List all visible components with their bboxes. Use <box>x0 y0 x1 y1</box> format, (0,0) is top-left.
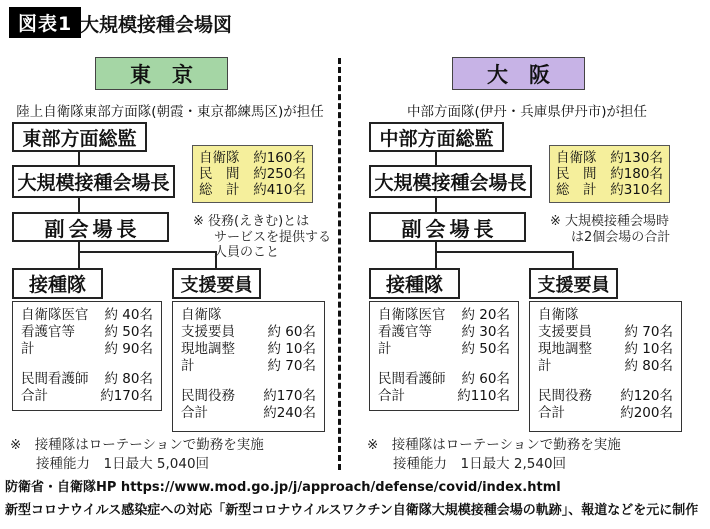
detail-row <box>538 358 673 375</box>
connector-line <box>78 152 80 165</box>
osaka-vaccination-team-box: 接種隊 <box>369 268 460 299</box>
tokyo-bottom-note <box>10 436 330 474</box>
osaka-deputy-head-box: 副会場長 <box>369 212 526 242</box>
detail-value: 約 50名 <box>104 324 153 340</box>
detail-row <box>538 307 673 324</box>
detail-row <box>21 324 153 341</box>
detail-label: 支援要員 <box>181 324 235 340</box>
osaka-region-header <box>452 57 585 90</box>
detail-row <box>181 324 316 341</box>
note-line: ※ 役務(えきむ)とは <box>193 214 310 229</box>
detail-label: 民 間 <box>199 166 240 182</box>
detail-row <box>538 324 673 341</box>
detail-row-group <box>378 371 510 405</box>
osaka-side-note <box>550 214 700 245</box>
detail-value: 約 80名 <box>624 358 673 374</box>
detail-value: 約250名 <box>253 166 306 182</box>
figure-label-badge: 図表1 <box>9 7 81 38</box>
detail-label: 合計 <box>21 388 48 404</box>
detail-label: 計 <box>538 358 552 374</box>
tokyo-venue-head-box: 大規模接種会場長 <box>12 165 175 198</box>
detail-label: 支援要員 <box>538 324 592 340</box>
detail-row <box>181 341 316 358</box>
detail-label: 計 <box>181 358 195 374</box>
detail-label: 自衛隊医官 <box>378 307 446 323</box>
detail-row-group <box>538 388 673 422</box>
detail-value: 約 50名 <box>461 341 510 357</box>
detail-value: 約160名 <box>253 150 306 166</box>
detail-row <box>181 388 316 405</box>
detail-row <box>199 150 306 166</box>
detail-value: 約 90名 <box>104 341 153 357</box>
osaka-team-detail-box <box>369 301 519 411</box>
detail-row <box>21 371 153 388</box>
detail-value: 約 10名 <box>624 341 673 357</box>
detail-value: 約200名 <box>620 405 673 421</box>
detail-value: 約 60名 <box>461 371 510 387</box>
detail-value: 約310名 <box>610 182 663 198</box>
connector-branch-line <box>435 251 574 253</box>
osaka-charge-note: 中部方面隊(伊丹・兵庫県伊丹市)が担任 <box>406 104 648 120</box>
detail-row <box>181 405 316 422</box>
note-line: ※ 接種隊はローテーションで勤務を実施 <box>367 437 621 453</box>
detail-value: 約 80名 <box>104 371 153 387</box>
connector-line <box>572 251 574 268</box>
osaka-region-label: 大 阪 <box>487 62 550 87</box>
footer-credit-line: 新型コロナウイルス感染症への対応「新型コロナウイルスワクチン自衛隊大規模接種会場の軌跡」、報道などを元に制作 <box>5 503 699 518</box>
detail-row <box>21 341 153 358</box>
detail-row <box>378 341 510 358</box>
tokyo-deputy-head-box: 副会場長 <box>12 212 169 242</box>
detail-row-group <box>21 371 153 405</box>
detail-value: 約110名 <box>457 388 510 404</box>
detail-row <box>538 405 673 422</box>
connector-line <box>78 198 80 212</box>
detail-label: 合計 <box>538 405 565 421</box>
figure-title: 大規模接種会場図 <box>80 14 233 36</box>
note-line: 接種能力 1日最大 2,540回 <box>393 456 567 472</box>
detail-value: 約180名 <box>610 166 663 182</box>
detail-value: 約 20名 <box>461 307 510 323</box>
osaka-column <box>357 55 697 480</box>
detail-row <box>21 388 153 405</box>
detail-label: 民間役務 <box>181 388 235 404</box>
osaka-venue-head-box: 大規模接種会場長 <box>369 165 532 198</box>
detail-row <box>556 150 663 166</box>
connector-line <box>435 251 437 268</box>
detail-value: 約170名 <box>100 388 153 404</box>
osaka-support-staff-box: 支援要員 <box>529 268 618 299</box>
footer <box>5 476 707 522</box>
detail-row <box>21 307 153 324</box>
tokyo-region-label: 東 京 <box>130 62 193 87</box>
detail-label: 自衛隊 <box>181 307 222 323</box>
tokyo-staff-summary-box <box>192 145 313 203</box>
tokyo-support-detail-box <box>172 301 325 432</box>
detail-row <box>199 166 306 182</box>
detail-row <box>556 166 663 182</box>
note-line: ※ 接種隊はローテーションで勤務を実施 <box>10 437 264 453</box>
detail-label: 民間役務 <box>538 388 592 404</box>
detail-row <box>181 358 316 375</box>
connector-line <box>435 152 437 165</box>
note-line: ※ 大規模接種会場時 <box>550 214 670 229</box>
detail-row <box>538 341 673 358</box>
detail-label: 総 計 <box>199 182 240 198</box>
detail-label: 総 計 <box>556 182 597 198</box>
tokyo-support-staff-box: 支援要員 <box>172 268 261 299</box>
detail-label: 民間看護師 <box>21 371 89 387</box>
detail-row <box>199 182 306 198</box>
note-line: 接種能力 1日最大 5,040回 <box>36 456 210 472</box>
detail-row <box>378 371 510 388</box>
detail-row-group <box>556 150 663 198</box>
tokyo-charge-note: 陸上自衛隊東部方面隊(朝霞・東京都練馬区)が担任 <box>16 104 324 120</box>
detail-label: 自衛隊 <box>199 150 240 166</box>
detail-row-group <box>378 307 510 358</box>
detail-value: 約 40名 <box>104 307 153 323</box>
detail-row <box>378 307 510 324</box>
detail-label: 合計 <box>181 405 208 421</box>
footer-source-line: 防衛省・自衛隊HP https://www.mod.go.jp/j/approach/defense/covid/index.html <box>5 480 561 495</box>
detail-label: 合計 <box>378 388 405 404</box>
osaka-support-detail-box <box>529 301 682 432</box>
detail-label: 看護官等 <box>378 324 432 340</box>
note-line: は2個会場の合計 <box>571 229 671 245</box>
tokyo-side-note <box>193 214 343 261</box>
detail-row-group <box>181 307 316 375</box>
detail-value: 約 10名 <box>267 341 316 357</box>
detail-row-group <box>21 307 153 358</box>
detail-label: 自衛隊 <box>556 150 597 166</box>
osaka-staff-summary-box <box>549 145 670 203</box>
osaka-commander-box: 中部方面総監 <box>369 122 504 152</box>
tokyo-team-detail-box <box>12 301 162 411</box>
detail-row <box>378 324 510 341</box>
detail-row <box>556 182 663 198</box>
detail-value: 約 70名 <box>267 358 316 374</box>
detail-value: 約 30名 <box>461 324 510 340</box>
detail-label: 民間看護師 <box>378 371 446 387</box>
detail-label: 計 <box>378 341 392 357</box>
detail-value: 約 60名 <box>267 324 316 340</box>
detail-value: 約170名 <box>263 388 316 404</box>
tokyo-commander-box: 東部方面総監 <box>12 122 147 152</box>
detail-row <box>181 307 316 324</box>
detail-value: 約120名 <box>620 388 673 404</box>
detail-label: 現地調整 <box>538 341 592 357</box>
detail-row <box>538 388 673 405</box>
detail-row-group <box>199 150 306 198</box>
connector-line <box>435 198 437 212</box>
detail-label: 看護官等 <box>21 324 75 340</box>
detail-row-group <box>181 388 316 422</box>
tokyo-vaccination-team-box: 接種隊 <box>12 268 103 299</box>
detail-label: 民 間 <box>556 166 597 182</box>
detail-row-group <box>538 307 673 375</box>
osaka-bottom-note <box>367 436 687 474</box>
detail-value: 約240名 <box>263 405 316 421</box>
detail-label: 自衛隊医官 <box>21 307 89 323</box>
connector-line <box>78 251 80 268</box>
column-divider <box>338 58 341 470</box>
tokyo-column <box>0 55 340 480</box>
note-line: 人員のこと <box>214 245 280 260</box>
detail-label: 自衛隊 <box>538 307 579 323</box>
note-line: サービスを提供する <box>214 229 332 245</box>
detail-value: 約130名 <box>610 150 663 166</box>
detail-value: 約 70名 <box>624 324 673 340</box>
detail-label: 現地調整 <box>181 341 235 357</box>
detail-value: 約410名 <box>253 182 306 198</box>
detail-row <box>378 388 510 405</box>
detail-label: 計 <box>21 341 35 357</box>
tokyo-region-header <box>95 57 228 90</box>
